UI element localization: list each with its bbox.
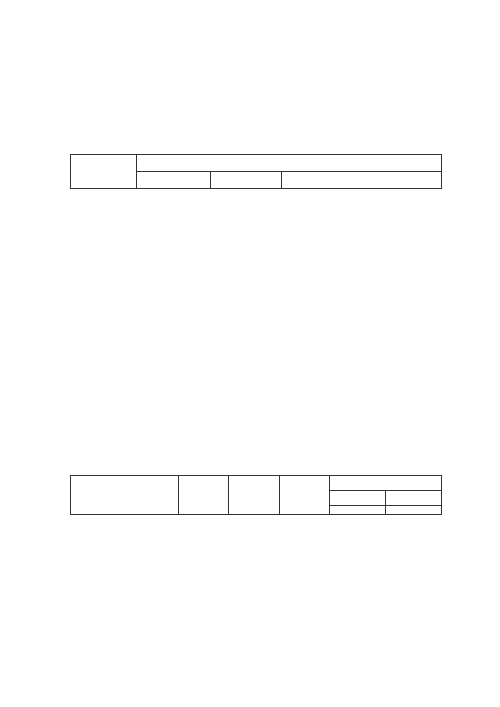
table7-header-group — [136, 155, 441, 172]
ratio-trend-table — [70, 475, 442, 515]
table8-header-col1 — [71, 476, 179, 515]
table8-header-empty1 — [178, 476, 228, 515]
table8-header-bi2 — [386, 491, 442, 506]
table8-header-sub-empty1 — [330, 506, 386, 515]
table7-header-empty2 — [210, 172, 282, 189]
table8-header-empty2 — [228, 476, 280, 515]
liability-structure-table — [70, 154, 442, 189]
table8-header-bi1 — [330, 491, 386, 506]
table8-header-change — [330, 476, 442, 491]
table8-header-sub-empty2 — [386, 506, 442, 515]
table7-header-empty1 — [136, 172, 210, 189]
table7-header-change — [282, 172, 442, 189]
table7-header-col1 — [71, 155, 137, 189]
table8-header-empty3 — [280, 476, 330, 515]
